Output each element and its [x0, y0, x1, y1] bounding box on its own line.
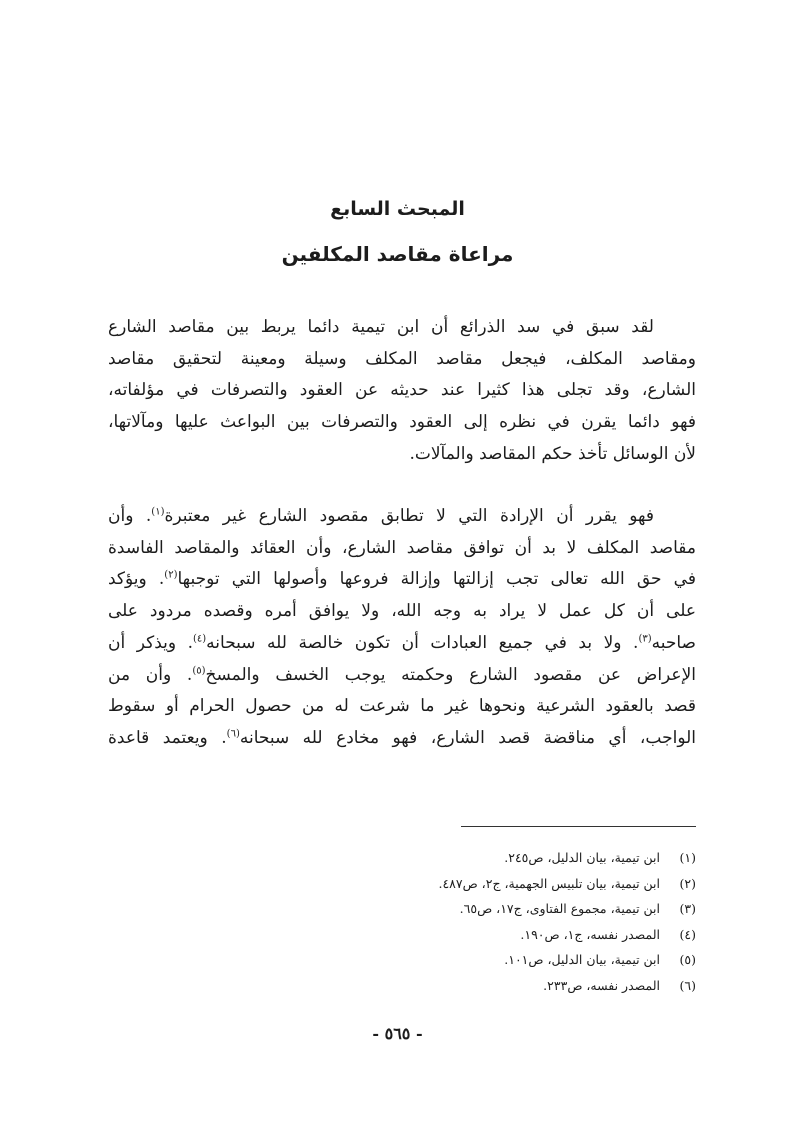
footnote-text: ابن تيمية، بيان الدليل، ص٢٤٥. — [504, 850, 661, 865]
text-run: . وأن — [108, 506, 152, 526]
text-run: فهو يقرر أن الإرادة التي لا تطابق مقصود الشارع غير معتبرة — [164, 506, 654, 526]
text-run: . ويؤكد — [108, 569, 165, 590]
paragraph-line: لأن الوسائل تأخذ حكم المقاصد والمآلات. — [409, 443, 696, 464]
paragraph-line: لقد سبق في سد الذرائع أن ابن تيمية دائما يربط بين مقاصد الشارع — [108, 317, 654, 337]
footnote-ref[interactable]: (٣) — [638, 633, 652, 645]
footnote-item — [380, 896, 696, 922]
footnote-item — [380, 845, 696, 871]
text-run: في حق الله تعالى تجب إزالتها وإزالة فروعها وأصولها التي توجبها — [177, 569, 696, 590]
paragraph-2 — [108, 501, 696, 755]
text-run: صاحبه — [651, 632, 696, 653]
footnote-text: ابن تيمية، بيان الدليل، ص١٠١. — [504, 952, 661, 967]
footnote-number: (٢) — [679, 875, 696, 891]
text-run: الواجب، أي مناقضة قصد الشارع، فهو مخادع لله سبحانه — [239, 727, 697, 748]
footnotes-list — [380, 845, 696, 998]
footnote-text: المصدر نفسه، ج١، ص١٩٠. — [520, 926, 661, 942]
paragraph-line: على أن كل عمل لا يراد به وجه الله، ولا يوافق أمره وقصده مردود على — [108, 601, 696, 622]
paragraph-line — [108, 501, 696, 533]
footnote-item — [380, 922, 696, 948]
text-run: . ولا بد في جميع العبادات أن تكون خالصة لله سبحانه — [206, 632, 639, 653]
text-run: . ويعتمد قاعدة — [108, 727, 227, 748]
footnote-ref[interactable]: (٤) — [192, 633, 207, 645]
paragraph-1 — [108, 312, 696, 471]
text-run: . وأن من — [108, 664, 193, 685]
footnote-number: (٤) — [679, 926, 696, 942]
footnote-item — [380, 871, 696, 897]
paragraph-line — [108, 564, 696, 596]
paragraph-line: الشارع، وقد تجلى هذا كثيرا عند حديثه عن العقود والتصرفات في مؤلفاته، — [108, 380, 696, 401]
footnote-ref[interactable]: (٦) — [226, 728, 240, 740]
page-number: - ٥٦٥ - — [372, 1024, 423, 1043]
footnote-item — [380, 947, 696, 973]
footnote-text: المصدر نفسه، ص٢٣٣. — [543, 977, 661, 993]
footnote-ref[interactable]: (٢) — [164, 569, 178, 581]
paragraph-line — [108, 660, 696, 692]
paragraph-line: ومقاصد المكلف، فيجعل مقاصد المكلف وسيلة ومعينة لتحقيق مقاصد — [108, 348, 696, 369]
footnote-number: (٥) — [679, 952, 696, 967]
footnote-ref[interactable]: (٥) — [192, 664, 206, 676]
footnote-separator — [461, 826, 696, 827]
text-run: الإعراض عن مقصود الشارع وحكمته يوجب الخسف والمسخ — [205, 664, 696, 685]
footnote-ref[interactable]: (١) — [151, 506, 165, 518]
section-label: المبحث السابع — [330, 198, 465, 220]
paragraph-line — [108, 723, 696, 755]
footnote-text: ابن تيمية، مجموع الفتاوى، ج١٧، ص٦٥. — [459, 901, 661, 916]
footnote-text: ابن تيمية، بيان تلبيس الجهمية، ج٢، ص٤٨٧. — [438, 875, 661, 891]
footnote-number: (٣) — [679, 901, 696, 916]
paragraph-line: قصد بالعقود الشرعية ونحوها غير ما شرعت له من حصول الحرام أو سقوط — [108, 696, 696, 717]
paragraph-line — [108, 628, 696, 660]
footnote-number: (٦) — [679, 977, 696, 993]
paragraph-line: فهو دائما يقرن في نظره إلى العقود والتصرفات بين البواعث عليها ومآلاتها، — [108, 412, 696, 433]
text-run: . ويذكر أن — [108, 632, 193, 653]
footnote-number: (١) — [679, 850, 696, 865]
paragraph-line: مقاصد المكلف لا بد أن توافق مقاصد الشارع، وأن العقائد والمقاصد الفاسدة — [108, 537, 696, 558]
footnote-item — [380, 973, 696, 999]
section-title: مراعاة مقاصد المكلفين — [281, 242, 514, 266]
